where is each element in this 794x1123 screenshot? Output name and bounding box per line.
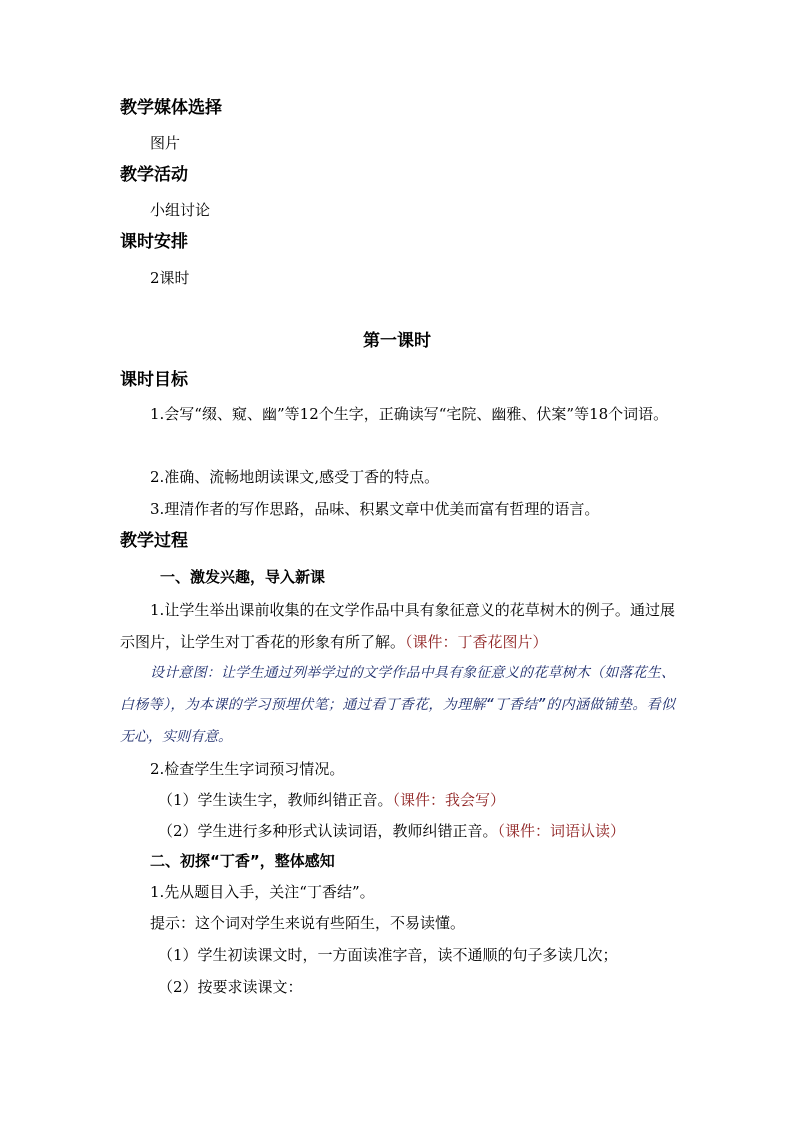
courseware-ref-2: （课件：我会写） [392, 791, 506, 809]
activity-heading: 教学活动 [120, 165, 188, 185]
activity-value: 小组讨论 [150, 201, 211, 219]
schedule-heading: 课时安排 [120, 232, 188, 252]
goal-1: 1.会写“缀、窥、幽”等12个生字，正确读写“宅院、幽雅、伏案”等18个词语。 [150, 405, 669, 423]
design-note: 设计意图：让学生通过列举学过的文学作品中具有象征意义的花草树木（如落花生、白杨等），为本课的学习预埋伏笔；通过看丁香花，为理解“丁香结”的内涵做铺垫。看似无心，实则有意。 [120, 665, 675, 745]
process-step-1-text: 1.让学生举出课前收集的在文学作品中具有象征意义的花草树木的例子。通过展示图片，让学生对丁香花的形象有所了解。 [120, 601, 675, 651]
goals-heading: 课时目标 [120, 370, 188, 390]
process-step-2: 2.检查学生生字词预习情况。 [150, 760, 345, 778]
media-value: 图片 [150, 134, 181, 152]
lesson-title: 第一课时 [363, 331, 431, 351]
courseware-ref-3: （课件：词语认读） [497, 822, 626, 840]
goal-2: 2.准确、流畅地朗读课文,感受丁香的特点。 [150, 468, 440, 486]
part1-heading: 一、激发兴趣，导入新课 [160, 568, 326, 586]
process-heading: 教学过程 [120, 531, 188, 551]
schedule-value: 2课时 [150, 269, 190, 287]
process-step-2-1-text: （1）学生读生字，教师纠错正音。 [158, 791, 393, 809]
process-step-2-2 [158, 821, 625, 841]
process-step-3-2: （2）按要求读课文： [158, 978, 303, 996]
process-step-2-1 [158, 790, 505, 810]
process-step-1 [120, 594, 675, 658]
process-step-2-2-text: （2）学生进行多种形式认读词语，教师纠错正音。 [158, 822, 498, 840]
courseware-ref-1: （课件：丁香花图片） [405, 633, 548, 651]
process-step-3: 1.先从题目入手，关注“丁香结”。 [150, 883, 375, 901]
goal-3: 3.理清作者的写作思路，品味、积累文章中优美而富有哲理的语言。 [150, 500, 600, 518]
part2-heading: 二、初探“丁香”，整体感知 [150, 852, 335, 870]
media-heading: 教学媒体选择 [120, 98, 222, 118]
process-step-3-1: （1）学生初读课文时，一方面读准字音，读不通顺的句子多读几次； [158, 946, 618, 964]
hint-text: 提示：这个词对学生来说有些陌生，不易读懂。 [150, 914, 466, 932]
